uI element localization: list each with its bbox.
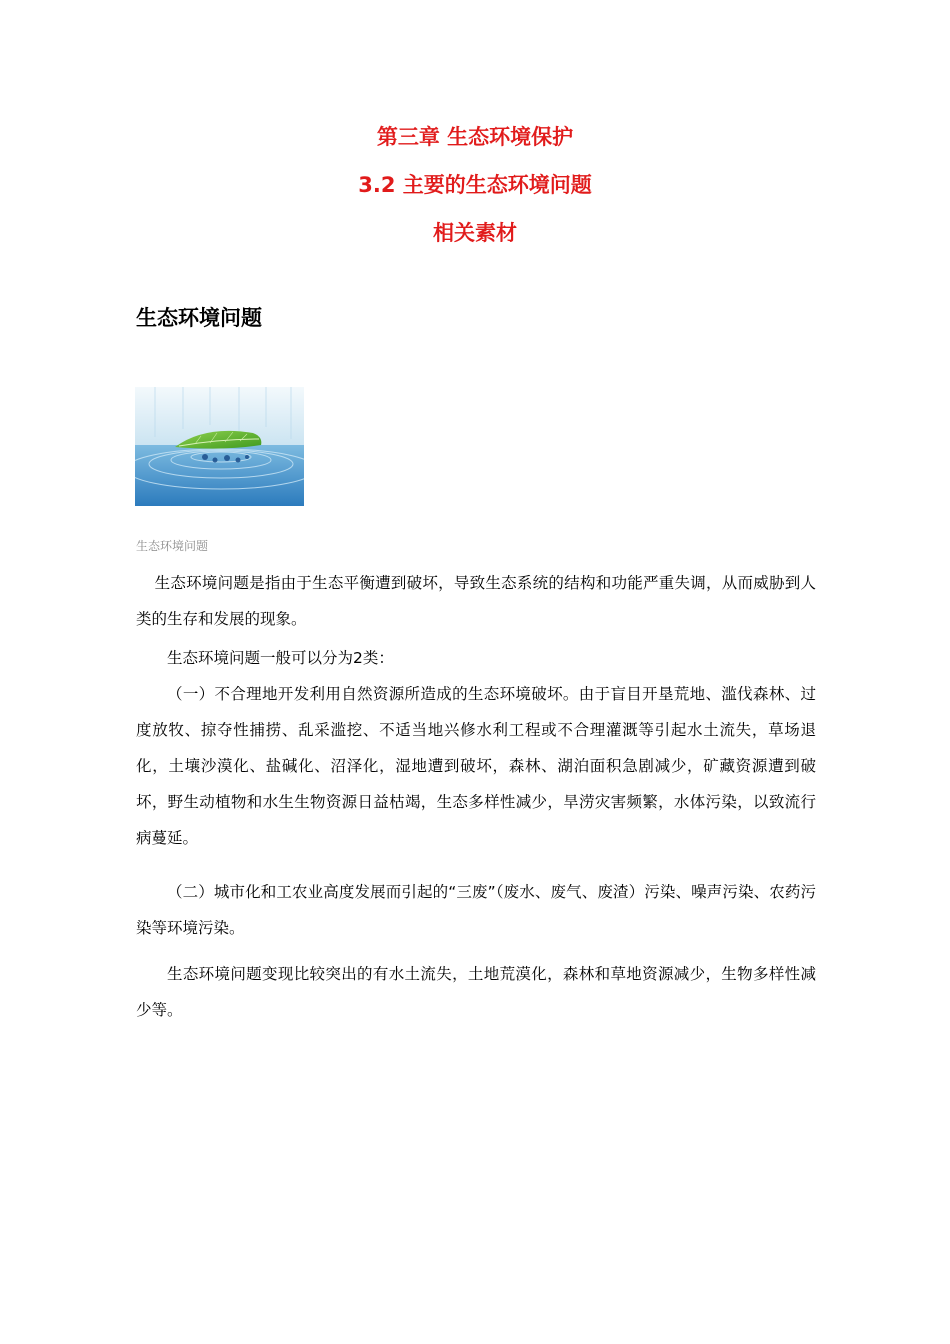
subtitle: 相关素材 [433, 221, 517, 245]
paragraph-category-one: （一）不合理地开发利用自然资源所造成的生态环境破坏。由于盲目开垦荒地、滥伐森林、过度放牧、掠夺性捕捞、乱采滥挖、不适当地兴修水利工程或不合理灌溉等引起水土流失，草场退化，土壤沙漠化、盐碱化、沼泽化，湿地遭到破坏，森林、湖泊面积急剧减少，矿藏资源遭到破坏，野生动植物和水生生物资源日益枯竭，生态多样性减少，旱涝灾害频繁，水体污染，以致流行病蔓延。 [136, 685, 816, 847]
paragraph-categories: 生态环境问题一般可以分为2类： [167, 649, 394, 667]
figure-caption: 生态环境问题 [136, 539, 209, 553]
paragraph-summary: 生态环境问题变现比较突出的有水土流失，土地荒漠化，森林和草地资源减少，生物多样性减少等。 [136, 965, 816, 1019]
paragraph-definition: 生态环境问题是指由于生态平衡遭到破坏，导致生态系统的结构和功能严重失调，从而威胁到人类的生存和发展的现象。 [136, 574, 816, 628]
leaf-on-water-image [135, 387, 304, 506]
paragraph-category-two: （二）城市化和工农业高度发展而引起的“三废”（废水、废气、废渣）污染、噪声污染、农药污染等环境污染。 [136, 883, 816, 937]
section-heading: 生态环境问题 [136, 306, 262, 330]
section-title: 3.2 主要的生态环境问题 [358, 173, 592, 197]
chapter-title: 第三章 生态环境保护 [376, 125, 574, 149]
